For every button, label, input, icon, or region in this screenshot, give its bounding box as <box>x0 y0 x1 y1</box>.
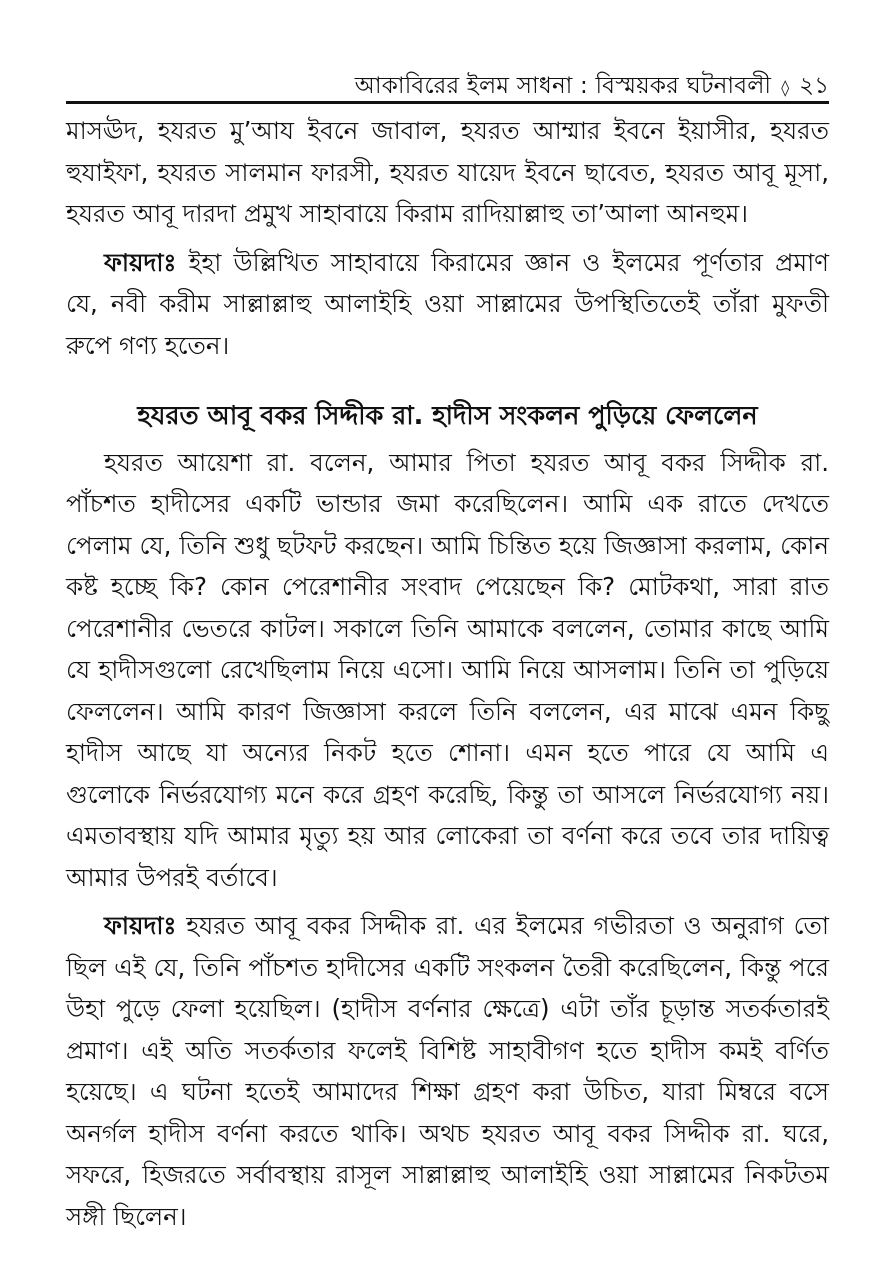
header-divider <box>66 101 829 104</box>
benefit-label: ফায়দাঃ <box>104 911 177 940</box>
running-title: আকাবিরের ইলম সাধনা : বিস্ময়কর ঘটনাবলী <box>354 73 772 99</box>
page-body <box>66 110 829 1237</box>
paragraph-benefit-1 <box>66 242 829 367</box>
benefit-label: ফায়দাঃ <box>104 247 177 277</box>
diamond-icon: ◊ <box>781 78 790 97</box>
benefit-text: ইহা উল্লিখিত সাহাবায়ে কিরামের জ্ঞান ও ইলমের পূর্ণতার প্রমাণ যে, নবী করীম সাল্লাল্লাহু আলাইহি ওয়া সাল্লামের উপস্থিতিতেই তাঁরা মুফতী রুপে গণ্য হতেন। <box>66 247 829 360</box>
paragraph-story: হযরত আয়েশা রা. বলেন, আমার পিতা হযরত আবূ বকর সিদ্দীক রা. পাঁচশত হাদীসের একটি ভান্ডার জমা করেছিলেন। আমি এক রাতে দেখতে পেলাম যে, তিনি শুধু ছটফট করছেন। আমি চিন্তিত হয়ে জিজ্ঞাসা করলাম, কোন কষ্ট হচ্ছে কি? কোন পেরেশানীর সংবাদ পেয়েছেন কি? মোটকথা, সারা রাত পেরেশানীর ভেতরে কাটল। সকালে তিনি আমাকে বললেন, তোমার কাছে আমি যে হাদীসগুলো রেখেছিলাম নিয়ে এসো। আমি নিয়ে আসলাম। তিনি তা পুড়িয়ে ফেললেন। আমি কারণ জিজ্ঞাসা করলে তিনি বললেন, এর মাঝে এমন কিছু হাদীস আছে যা অন্যের নিকট হতে শোনা। এমন হতে পারে যে আমি এ গুলোকে নির্ভরযোগ্য মনে করে গ্রহণ করেছি, কিন্তু তা আসলে নির্ভরযোগ্য নয়। এমতাবস্থায় যদি আমার মৃত্যু হয় আর লোকেরা তা বর্ণনা করে তবে তার দায়িত্ব আমার উপরই বর্তাবে। <box>66 447 829 892</box>
paragraph-benefit-2 <box>66 905 829 1237</box>
paragraph-continued: মাসঊদ, হযরত মু’আয ইবনে জাবাল, হযরত আম্মার ইবনে ইয়াসীর, হযরত হুযাইফা, হযরত সালমান ফারসী, হযরত যায়েদ ইবনে ছাবেত, হযরত আবূ মূসা, হযরত আবূ দারদা প্রমুখ সাহাবায়ে কিরাম রাদিয়াল্লাহু তা’আলা আনহুম। <box>66 116 829 228</box>
page-number: ২১ <box>799 73 829 99</box>
benefit-text: হযরত আবূ বকর সিদ্দীক রা. এর ইলমের গভীরতা ও অনুরাগ তো ছিল এই যে, তিনি পাঁচশত হাদীসের একটি সংকলন তৈরী করেছিলেন, কিন্তু পরে উহা পুড়ে ফেলা হয়েছিল। (হাদীস বর্ণনার ক্ষেত্রে) এটা তাঁর চূড়ান্ত সতর্কতারই প্রমাণ। এই অতি সতর্কতার ফলেই বিশিষ্ট সাহাবীগণ হতে হাদীস কমই বর্ণিত হয়েছে। এ ঘটনা হতেই আমাদের শিক্ষা গ্রহণ করা উচিত, যারা মিম্বরে বসে অনর্গল হাদীস বর্ণনা করতে থাকি। অথচ হযরত আবূ বকর সিদ্দীক রা. ঘরে, সফরে, হিজরতে সর্বাবস্থায় রাসূল সাল্লাল্লাহু আলাইহি ওয়া সাল্লামের নিকটতম সঙ্গী ছিলেন। <box>66 911 829 1231</box>
section-heading: হযরত আবূ বকর সিদ্দীক রা. হাদীস সংকলন পুড়িয়ে ফেললেন <box>137 401 758 431</box>
running-header <box>66 58 829 98</box>
